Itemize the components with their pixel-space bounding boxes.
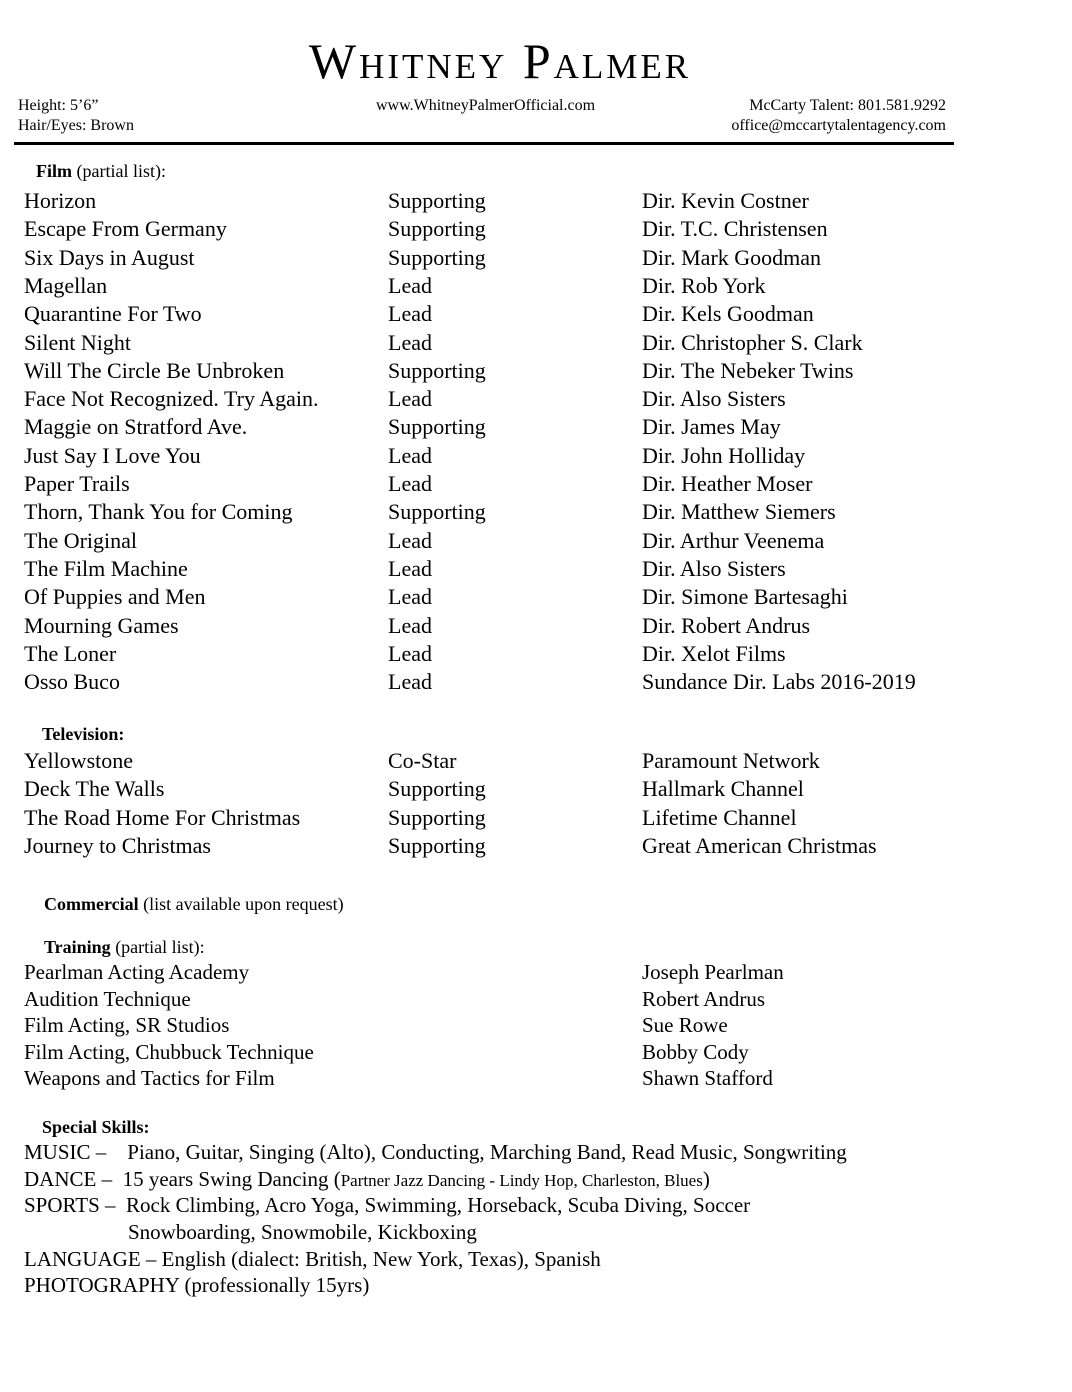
tv-role: Co-Star (388, 748, 457, 773)
television-heading-label: Television: (42, 724, 125, 744)
skill-dance-detail: Partner Jazz Dancing - Lindy Hop, Charleston, Blues (340, 1171, 703, 1190)
training-heading-note: (partial list): (115, 937, 205, 957)
film-role: Supporting (388, 414, 486, 440)
film-row (0, 640, 1000, 668)
film-row (0, 385, 1000, 413)
film-role: Lead (388, 584, 432, 610)
training-row (0, 1039, 1000, 1065)
agency-email[interactable]: office@mccartytalentagency.com (731, 117, 946, 134)
training-teacher: Robert Andrus (642, 986, 766, 1011)
film-credit: Dir. Christopher S. Clark (642, 329, 863, 355)
film-row (0, 244, 1000, 272)
training-teacher: Shawn Stafford (642, 1066, 773, 1090)
film-credit: Dir. John Holliday (642, 442, 806, 468)
commercial-heading-label: Commercial (44, 894, 139, 914)
film-title: Face Not Recognized. Try Again. (24, 386, 319, 412)
tv-role: Supporting (388, 776, 486, 802)
film-role: Supporting (388, 216, 486, 242)
skill-sports (24, 1192, 750, 1218)
training-teacher: Bobby Cody (642, 1039, 749, 1064)
training-row (0, 1012, 1000, 1038)
tv-title: Journey to Christmas (24, 832, 211, 858)
film-title: Maggie on Stratford Ave. (24, 414, 248, 440)
commercial-heading-note: (list available upon request) (143, 894, 344, 914)
skill-music-label: MUSIC – (24, 1140, 107, 1164)
film-role: Lead (388, 442, 432, 468)
tv-network: Great American Christmas (642, 832, 877, 858)
film-title: The Loner (24, 640, 117, 666)
film-credit: Dir. Also Sisters (642, 555, 786, 581)
skill-sports-text: Rock Climbing, Acro Yoga, Swimming, Horseback, Scuba Diving, Soccer (126, 1193, 751, 1217)
film-credit: Dir. T.C. Christensen (642, 216, 828, 242)
television-row (0, 747, 1000, 775)
skill-sports-label: SPORTS – (24, 1193, 116, 1217)
film-title: Horizon (24, 188, 97, 213)
training-row (0, 1065, 1000, 1091)
film-credit: Dir. Kels Goodman (642, 301, 814, 327)
film-role: Lead (388, 612, 432, 638)
skill-dance-close: ) (702, 1167, 710, 1191)
header-divider (14, 142, 954, 145)
film-credit: Dir. Rob York (642, 272, 766, 298)
film-title: Quarantine For Two (24, 301, 202, 327)
film-role: Supporting (388, 188, 486, 213)
training-teacher: Sue Rowe (642, 1013, 728, 1037)
training-teacher: Joseph Pearlman (642, 960, 784, 984)
film-title: Silent Night (24, 329, 131, 355)
film-role: Lead (388, 301, 432, 327)
skill-music-text: Piano, Guitar, Singing (Alto), Conducting, Marching Band, Read Music, Songwriting (127, 1140, 847, 1164)
tv-title: The Road Home For Christmas (24, 804, 301, 830)
training-course: Film Acting, Chubbuck Technique (24, 1039, 314, 1064)
film-role: Lead (388, 640, 432, 666)
film-role: Lead (388, 471, 432, 496)
tv-role: Supporting (388, 832, 486, 858)
film-row (0, 612, 1000, 640)
hair-eyes-info: Hair/Eyes: Brown (18, 117, 134, 134)
film-row (0, 442, 1000, 470)
film-title: Magellan (24, 272, 108, 298)
skill-dance (24, 1166, 710, 1194)
training-heading (44, 936, 205, 958)
film-role: Lead (388, 669, 432, 695)
film-row (0, 215, 1000, 243)
film-role: Supporting (388, 499, 486, 525)
film-role: Lead (388, 555, 432, 581)
film-title: Paper Trails (24, 471, 130, 496)
skill-music (24, 1139, 847, 1165)
film-row (0, 187, 1000, 215)
film-heading (36, 160, 166, 182)
skill-photography: PHOTOGRAPHY (professionally 15yrs) (24, 1273, 370, 1297)
film-title: Will The Circle Be Unbroken (24, 357, 285, 383)
television-row (0, 832, 1000, 860)
name-first: Whitney (308, 33, 508, 89)
film-credit: Dir. Simone Bartesaghi (642, 584, 848, 610)
commercial-heading (44, 893, 344, 915)
tv-network: Paramount Network (642, 748, 820, 773)
tv-title: Deck The Walls (24, 776, 165, 802)
television-row (0, 804, 1000, 832)
film-title: The Original (24, 527, 138, 553)
film-credit: Dir. James May (642, 414, 781, 440)
film-title: Thorn, Thank You for Coming (24, 499, 293, 525)
film-row (0, 272, 1000, 300)
film-row (0, 413, 1000, 441)
film-title: Just Say I Love You (24, 442, 201, 468)
name-last: Palmer (522, 33, 692, 89)
film-credit: Sundance Dir. Labs 2016-2019 (642, 669, 916, 695)
film-role: Lead (388, 386, 432, 412)
resume-name (0, 33, 1000, 89)
skills-heading (42, 1116, 150, 1138)
film-heading-note: (partial list): (76, 161, 166, 181)
film-credit: Dir. Xelot Films (642, 640, 786, 666)
training-heading-label: Training (44, 937, 111, 957)
film-row (0, 329, 1000, 357)
film-row (0, 555, 1000, 583)
film-role: Lead (388, 329, 432, 355)
film-credit: Dir. The Nebeker Twins (642, 357, 854, 383)
skill-language: LANGUAGE – English (dialect: British, New York, Texas), Spanish (24, 1247, 601, 1271)
film-title: Escape From Germany (24, 216, 227, 242)
film-row (0, 527, 1000, 555)
tv-network: Hallmark Channel (642, 776, 804, 802)
television-row (0, 775, 1000, 803)
training-row (0, 959, 1000, 985)
film-title: Osso Buco (24, 669, 120, 695)
film-title: The Film Machine (24, 555, 188, 581)
film-heading-label: Film (36, 161, 72, 181)
skills-heading-label: Special Skills: (42, 1117, 150, 1137)
film-role: Lead (388, 272, 432, 298)
film-title: Six Days in August (24, 244, 195, 270)
training-course: Weapons and Tactics for Film (24, 1066, 275, 1090)
skill-dance-label: DANCE – (24, 1167, 113, 1191)
tv-network: Lifetime Channel (642, 804, 797, 830)
website-link[interactable]: www.WhitneyPalmerOfficial.com (376, 97, 596, 114)
film-credit: Dir. Matthew Siemers (642, 499, 836, 525)
film-role: Supporting (388, 357, 486, 383)
film-row (0, 357, 1000, 385)
film-credit: Dir. Mark Goodman (642, 244, 822, 270)
agency-phone: McCarty Talent: 801.581.9292 (749, 97, 946, 114)
film-credit: Dir. Robert Andrus (642, 612, 811, 638)
film-role: Supporting (388, 244, 486, 270)
film-row (0, 498, 1000, 526)
film-credit: Dir. Kevin Costner (642, 188, 809, 213)
training-course: Audition Technique (24, 986, 191, 1011)
television-heading (42, 723, 124, 745)
film-row (0, 583, 1000, 611)
skill-dance-text: 15 years Swing Dancing ( (122, 1167, 341, 1191)
film-row (0, 470, 1000, 498)
tv-title: Yellowstone (24, 748, 134, 773)
film-title: Mourning Games (24, 612, 179, 638)
film-credit: Dir. Arthur Veenema (642, 527, 825, 553)
height-info: Height: 5’6” (18, 97, 99, 114)
film-row (0, 668, 1000, 696)
film-credit: Dir. Also Sisters (642, 386, 786, 412)
film-title: Of Puppies and Men (24, 584, 206, 610)
tv-role: Supporting (388, 804, 486, 830)
film-credit: Dir. Heather Moser (642, 471, 813, 496)
film-row (0, 300, 1000, 328)
film-role: Lead (388, 527, 432, 553)
training-course: Film Acting, SR Studios (24, 1013, 230, 1037)
training-row (0, 986, 1000, 1012)
skill-sports-continued: Snowboarding, Snowmobile, Kickboxing (128, 1220, 477, 1244)
training-course: Pearlman Acting Academy (24, 960, 250, 984)
